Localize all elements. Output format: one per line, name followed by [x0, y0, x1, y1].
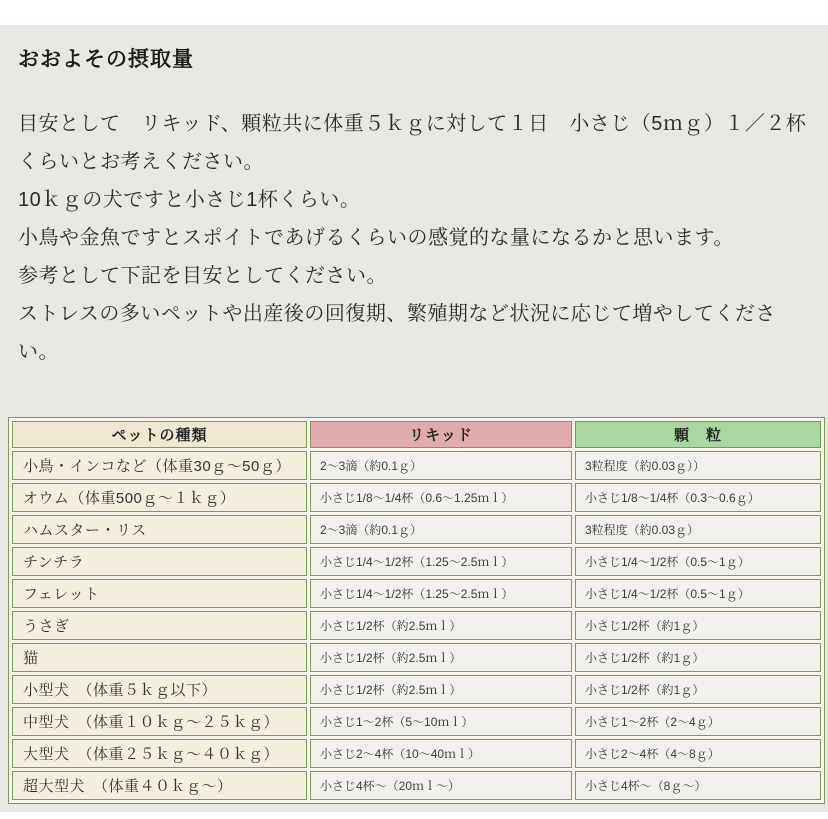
pet-type-cell: チンチラ — [12, 547, 307, 576]
liquid-dose-cell: 2～3滴（約0.1ｇ） — [310, 515, 572, 544]
header-granule: 顆 粒 — [575, 421, 821, 448]
intro-paragraph-dog-10kg: 10ｋｇの犬ですと小さじ1杯くらい。 — [18, 189, 361, 211]
liquid-dose-cell: 小さじ1/2杯（約2.5ｍｌ） — [310, 611, 572, 640]
pet-type-cell: 小型犬 （体重５ｋｇ以下） — [12, 675, 307, 704]
pet-type-cell: 大型犬 （体重２５ｋｇ～４０ｋｇ） — [12, 739, 307, 768]
pet-type-cell: ハムスター・リス — [12, 515, 307, 544]
liquid-dose-cell: 小さじ1/4～1/2杯（1.25～2.5ｍｌ） — [310, 547, 572, 576]
table-row — [12, 451, 821, 480]
granule-dose-cell: 小さじ2～4杯（4～8ｇ） — [575, 739, 821, 768]
granule-dose-cell: 小さじ1/8～1/4杯（0.3～0.6ｇ） — [575, 483, 821, 512]
liquid-dose-cell: 小さじ4杯～（20ｍｌ～） — [310, 771, 572, 800]
intro-paragraph-stress: ストレスの多いペットや出産後の回復期、繁殖期など状況に応じて増やしてください。 — [18, 303, 776, 363]
header-row — [12, 421, 821, 448]
table-row — [12, 547, 821, 576]
dosage-table — [8, 417, 825, 804]
pet-type-cell: 超大型犬 （体重４０ｋｇ～） — [12, 771, 307, 800]
intro-text-block — [18, 105, 810, 371]
table-row — [12, 675, 821, 704]
dosage-table-header — [12, 421, 821, 448]
table-row — [12, 771, 821, 800]
table-row — [12, 515, 821, 544]
granule-dose-cell: 小さじ4杯～（8ｇ～） — [575, 771, 821, 800]
pet-type-cell: 小鳥・インコなど（体重30ｇ～50ｇ） — [12, 451, 307, 480]
granule-dose-cell: 小さじ1/4～1/2杯（0.5～1ｇ） — [575, 579, 821, 608]
table-row — [12, 643, 821, 672]
liquid-dose-cell: 小さじ1～2杯（5～10ｍｌ） — [310, 707, 572, 736]
page-title: おおよその摂取量 — [18, 48, 194, 71]
table-row — [12, 483, 821, 512]
intro-paragraph-small-animals: 小鳥や金魚ですとスポイトであげるくらいの感覚的な量になるかと思います。 — [18, 227, 734, 249]
granule-dose-cell: 小さじ1/2杯（約1ｇ） — [575, 675, 821, 704]
table-row — [12, 579, 821, 608]
granule-dose-cell: 小さじ1/4～1/2杯（0.5～1ｇ） — [575, 547, 821, 576]
liquid-dose-cell: 小さじ2～4杯（10～40ｍｌ） — [310, 739, 572, 768]
granule-dose-cell: 小さじ1/2杯（約1ｇ） — [575, 611, 821, 640]
granule-dose-cell: 小さじ1/2杯（約1ｇ） — [575, 643, 821, 672]
liquid-dose-cell: 小さじ1/2杯（約2.5ｍｌ） — [310, 675, 572, 704]
header-liquid: リキッド — [310, 421, 572, 448]
liquid-dose-cell: 小さじ1/2杯（約2.5ｍｌ） — [310, 643, 572, 672]
intro-paragraph-reference: 参考として下記を目安としてください。 — [18, 265, 387, 287]
liquid-dose-cell: 2～3滴（約0.1ｇ） — [310, 451, 572, 480]
table-row — [12, 611, 821, 640]
table-row — [12, 739, 821, 768]
liquid-dose-cell: 小さじ1/8～1/4杯（0.6～1.25ｍｌ） — [310, 483, 572, 512]
liquid-dose-cell: 小さじ1/4～1/2杯（1.25～2.5ｍｌ） — [310, 579, 572, 608]
granule-dose-cell: 小さじ1～2杯（2～4ｇ） — [575, 707, 821, 736]
dosage-table-body — [12, 451, 821, 800]
pet-type-cell: うさぎ — [12, 611, 307, 640]
table-row — [12, 707, 821, 736]
pet-type-cell: オウム（体重500ｇ～１ｋｇ） — [12, 483, 307, 512]
pet-type-cell: 中型犬 （体重１０ｋｇ～２５ｋｇ） — [12, 707, 307, 736]
header-pet-type: ペットの種類 — [12, 421, 307, 448]
intro-paragraph-guideline: 目安として リキッド、顆粒共に体重５ｋｇに対して１日 小さじ（5ｍｇ）１／２杯くらいとお考えください。 — [18, 113, 807, 173]
pet-type-cell: 猫 — [12, 643, 307, 672]
granule-dose-cell: 3粒程度（約0.03ｇ）） — [575, 451, 821, 480]
pet-type-cell: フェレット — [12, 579, 307, 608]
granule-dose-cell: 3粒程度（約0.03ｇ） — [575, 515, 821, 544]
dosage-info-page — [0, 25, 828, 812]
